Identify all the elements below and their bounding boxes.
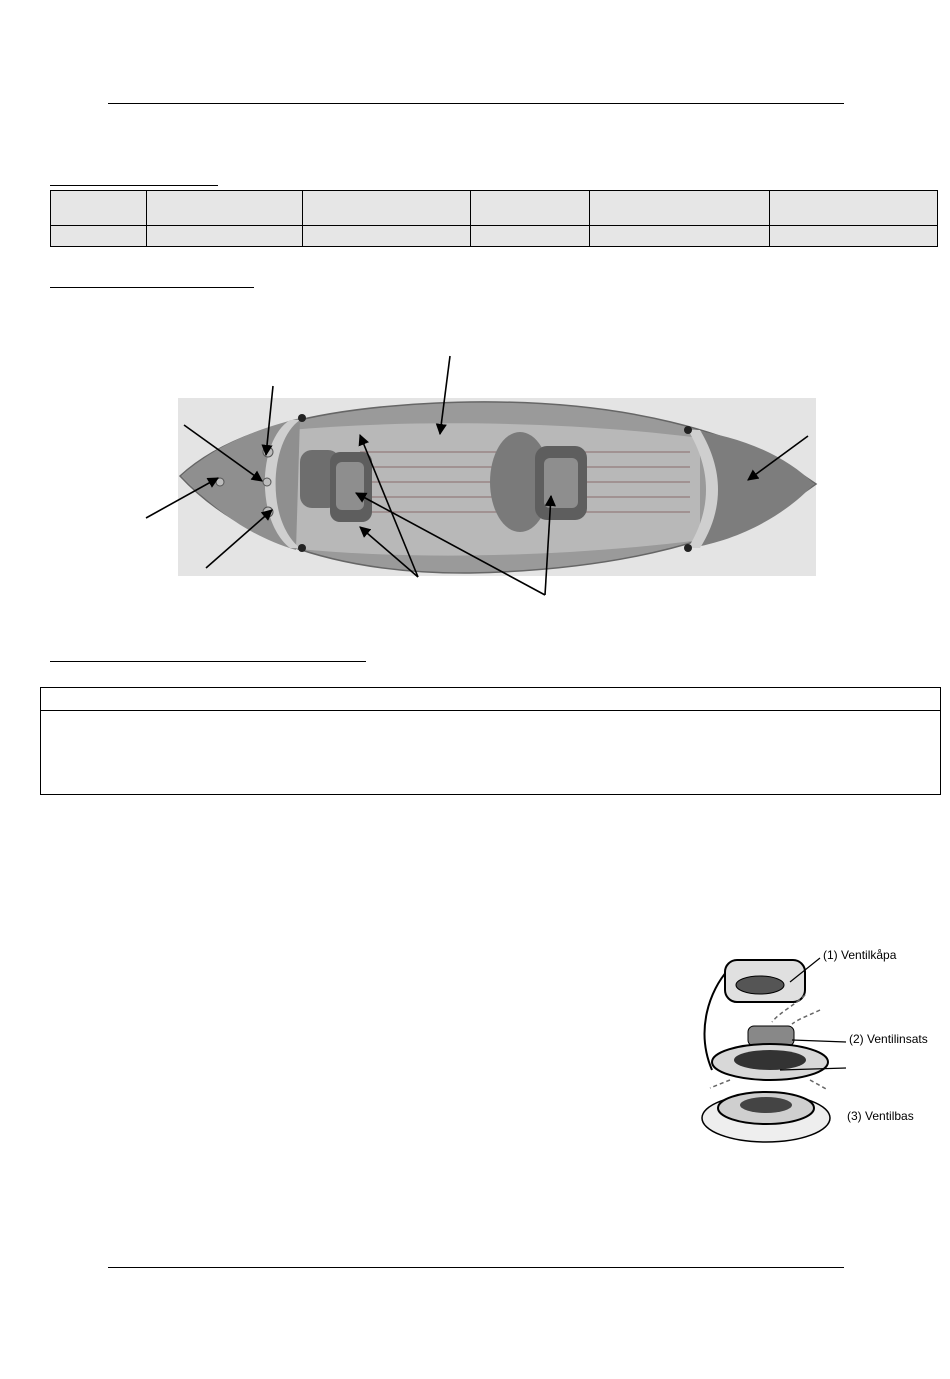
footer-rule bbox=[108, 1267, 844, 1268]
valve-insert-label: (2) Ventilinsats bbox=[849, 1032, 928, 1046]
valve-cap-label: (1) Ventilkåpa bbox=[823, 948, 897, 962]
valve-base-label: (3) Ventilbas bbox=[847, 1109, 914, 1123]
